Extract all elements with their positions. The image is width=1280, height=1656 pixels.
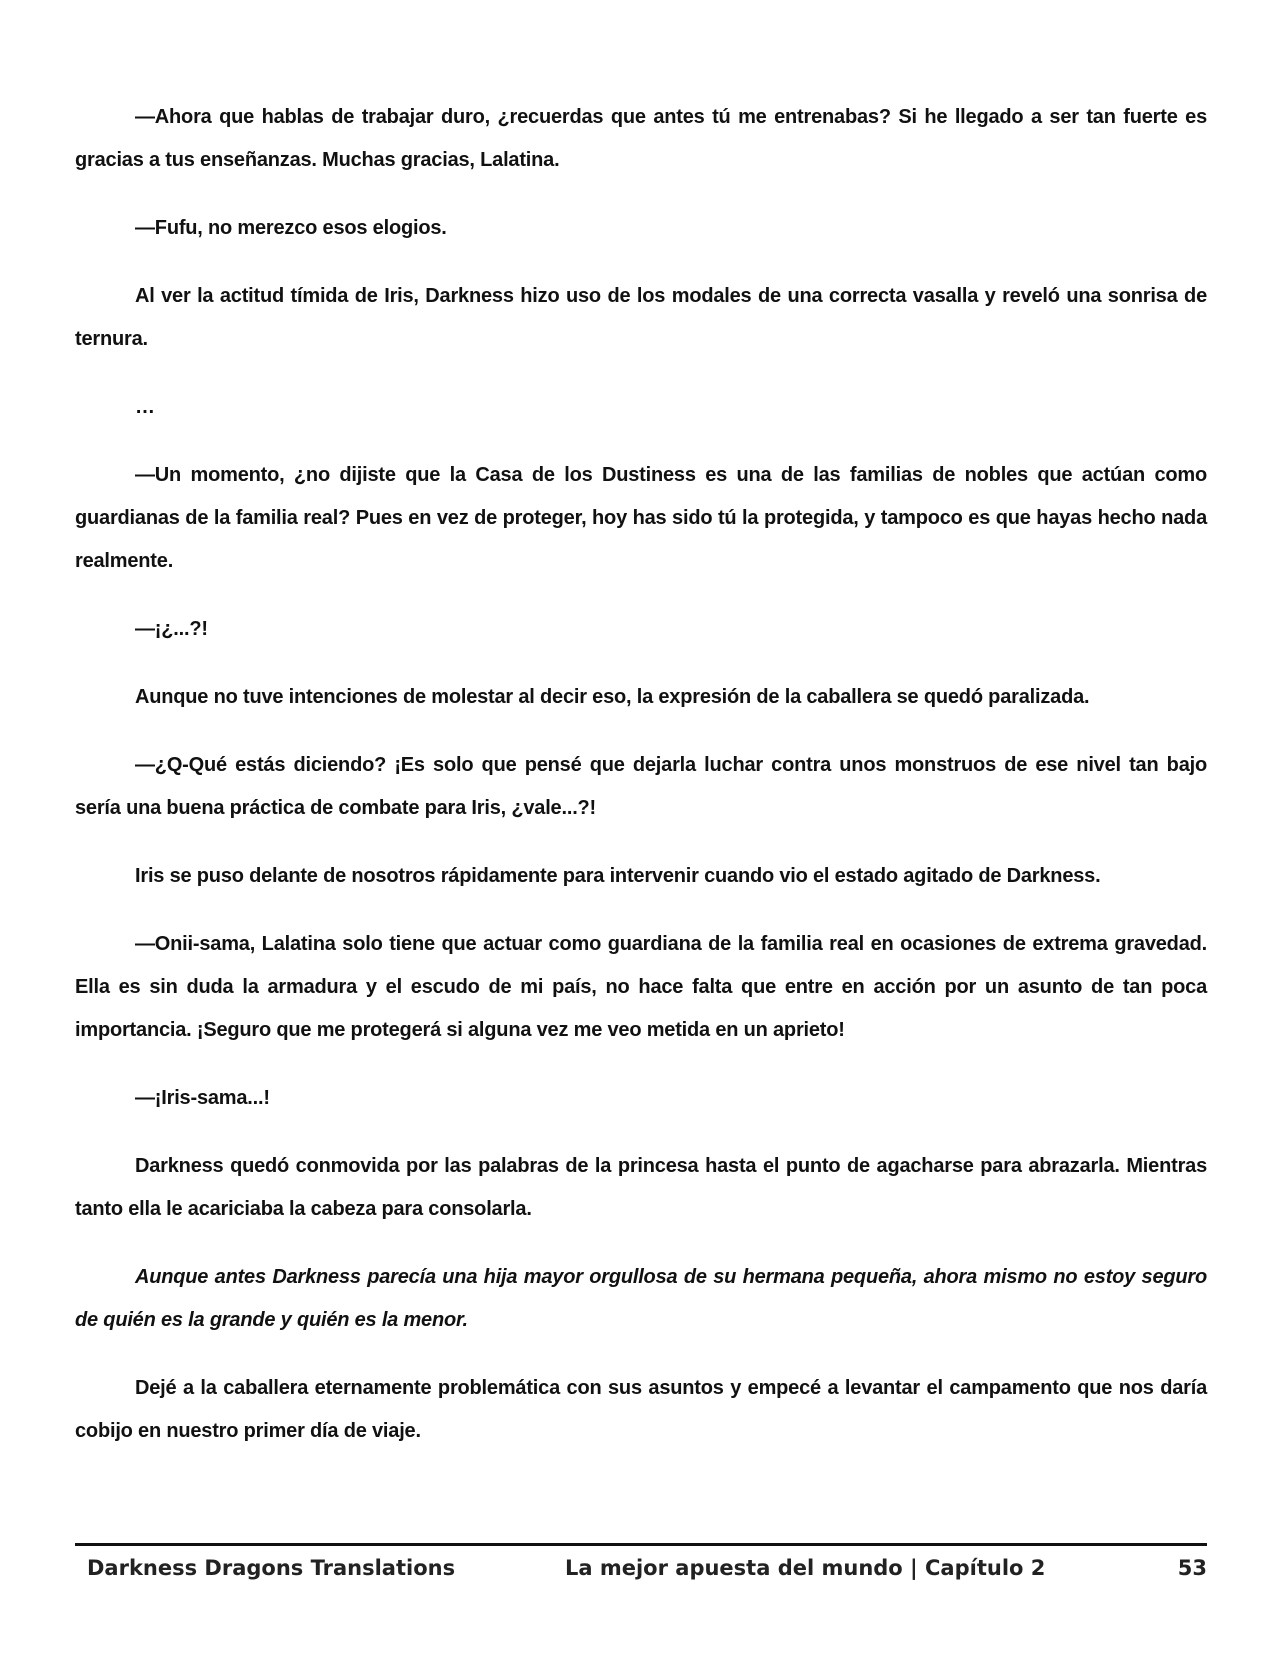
paragraph: Iris se puso delante de nosotros rápidamente para intervenir cuando vio el estado agitado de Darkness. (135, 865, 1101, 887)
italic-paragraph: Aunque antes Darkness parecía una hija mayor orgullosa de su hermana pequeña, ahora mismo no estoy seguro de quién es la grande y quién es la menor. (75, 1266, 1207, 1331)
paragraph: —¡Iris-sama...! (135, 1087, 270, 1109)
paragraph: —Fufu, no merezco esos elogios. (135, 217, 447, 239)
paragraph: —Un momento, ¿no dijiste que la Casa de los Dustiness es una de las familias de nobles que actúan como guardianas de la familia real? Pues en vez de proteger, hoy has sido tú la protegida, y tampoco es que hayas hecho nada realmente. (75, 464, 1207, 572)
paragraph: Dejé a la caballera eternamente problemática con sus asuntos y empecé a levantar el campamento que nos daría cobijo en nuestro primer día de viaje. (75, 1377, 1207, 1442)
paragraph: —¿Q-Qué estás diciendo? ¡Es solo que pensé que dejarla luchar contra unos monstruos de ese nivel tan bajo sería una buena práctica de combate para Iris, ¿vale...?! (75, 754, 1207, 819)
footer-page-number: 53 (1177, 1556, 1207, 1580)
page-body (75, 96, 1207, 1478)
paragraph: Aunque no tuve intenciones de molestar al decir eso, la expresión de la caballera se quedó paralizada. (135, 686, 1090, 708)
paragraph: —¡¿...?! (135, 618, 208, 640)
paragraph: —Ahora que hablas de trabajar duro, ¿recuerdas que antes tú me entrenabas? Si he llegado a ser tan fuerte es gracias a tus enseñanzas. Muchas gracias, Lalatina. (75, 106, 1207, 171)
footer-chapter-title: La mejor apuesta del mundo | Capítulo 2 (565, 1556, 1046, 1580)
scene-break: … (135, 396, 155, 418)
paragraph: —Onii-sama, Lalatina solo tiene que actuar como guardiana de la familia real en ocasiones de extrema gravedad. Ella es sin duda la armadura y el escudo de mi país, no hace falta que entre en acción por un asunto de tan poca importancia. ¡Seguro que me protegerá si alguna vez me veo metida en un aprieto! (75, 933, 1207, 1041)
footer-translator: Darkness Dragons Translations (87, 1556, 456, 1580)
footer-divider (75, 1543, 1207, 1546)
paragraph: Al ver la actitud tímida de Iris, Darkness hizo uso de los modales de una correcta vasalla y reveló una sonrisa de ternura. (75, 285, 1207, 350)
paragraph: Darkness quedó conmovida por las palabras de la princesa hasta el punto de agacharse para abrazarla. Mientras tanto ella le acariciaba la cabeza para consolarla. (75, 1155, 1207, 1220)
page-footer (75, 1556, 1207, 1596)
